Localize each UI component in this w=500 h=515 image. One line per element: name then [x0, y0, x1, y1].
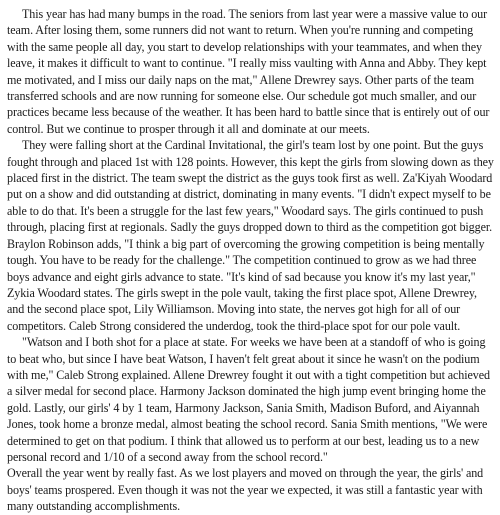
paragraph-season-overview: This year has had many bumps in the road. The seniors from last year were a massive value to our team. After losing them, some runners did not want to return. When you're running and competing with the same people all day, you start to develop relationships with your teammates, and when they leave, it makes it difficult to want to continue. "I really miss vaulting with Anna and Abby. They kept me motivated, and I miss our daily naps on the mat," Allene Drewrey says. Other parts of the team transferred schools and are now running for someone else. Our schedule got much smaller, and our practices became less because of the weather. It has been hard to battle since that is entirely out of our control. But we continue to prosper through it all and dominate at our meets. — [7, 7, 490, 136]
paragraph-state-results: "Watson and I both shot for a place at state. For weeks we have been at a standoff of who is going to beat who, but since I have beat Watson, I haven't felt great about it since he wasn't on the podium with me," Caleb Strong explained. Allene Drewrey fought it out with a tight competition but achieved a silver medal for second place. Harmony Jackson dominated the high jump event bringing home the gold. Lastly, our girls' 4 by 1 team, Harmony Jackson, Sania Smith, Madison Buford, and Aiyannah Jones, took home a bronze medal, almost beating the school record. Sania Smith mentions, "We were determined to get on that podium. I think that allowed us to perform at our best, leading us to a new personal record and 1/10 of a second away from the school record." — [7, 335, 490, 464]
article-body — [7, 6, 494, 515]
paragraph-district-and-regionals: They were falling short at the Cardinal Invitational, the girl's team lost by one point. But the guys fought through and placed 1st with 128 points. However, this kept the girls from slowing down as they placed first in the district. The team swept the district as the guys took first as well. Za'Kiyah Woodard put on a show and did outstanding at district, dominating in many events. "I didn't expect myself to be able to do that. It's been a struggle for the last few years," Woodard says. The girls continued to push through, placing first at regionals. Sadly the guys dropped down to third as the competition got bigger. Braylon Robinson adds, "I think a big part of overcoming the growing competition is being mentally tough. You have to be ready for the challenge." The competition continued to grow as we had three boys advance and eight girls advance to state. "It's kind of sad because you know it's my last year," Zykia Woodard states. The girls swept in the pole vault, taking the first place spot, Allene Drewrey, and the second place spot, Lily Williamson. Moving into state, the nerves got high for all of our competitors. Caleb Strong considered the underdog, took the third-place spot for our pole vault. — [7, 138, 494, 333]
paragraph-conclusion: Overall the year went by really fast. As we lost players and moved on through the year, the girls' and boys' teams prospered. Even though it was not the year we expected, it was still a fantastic year with many outstanding accomplishments. — [7, 466, 484, 514]
